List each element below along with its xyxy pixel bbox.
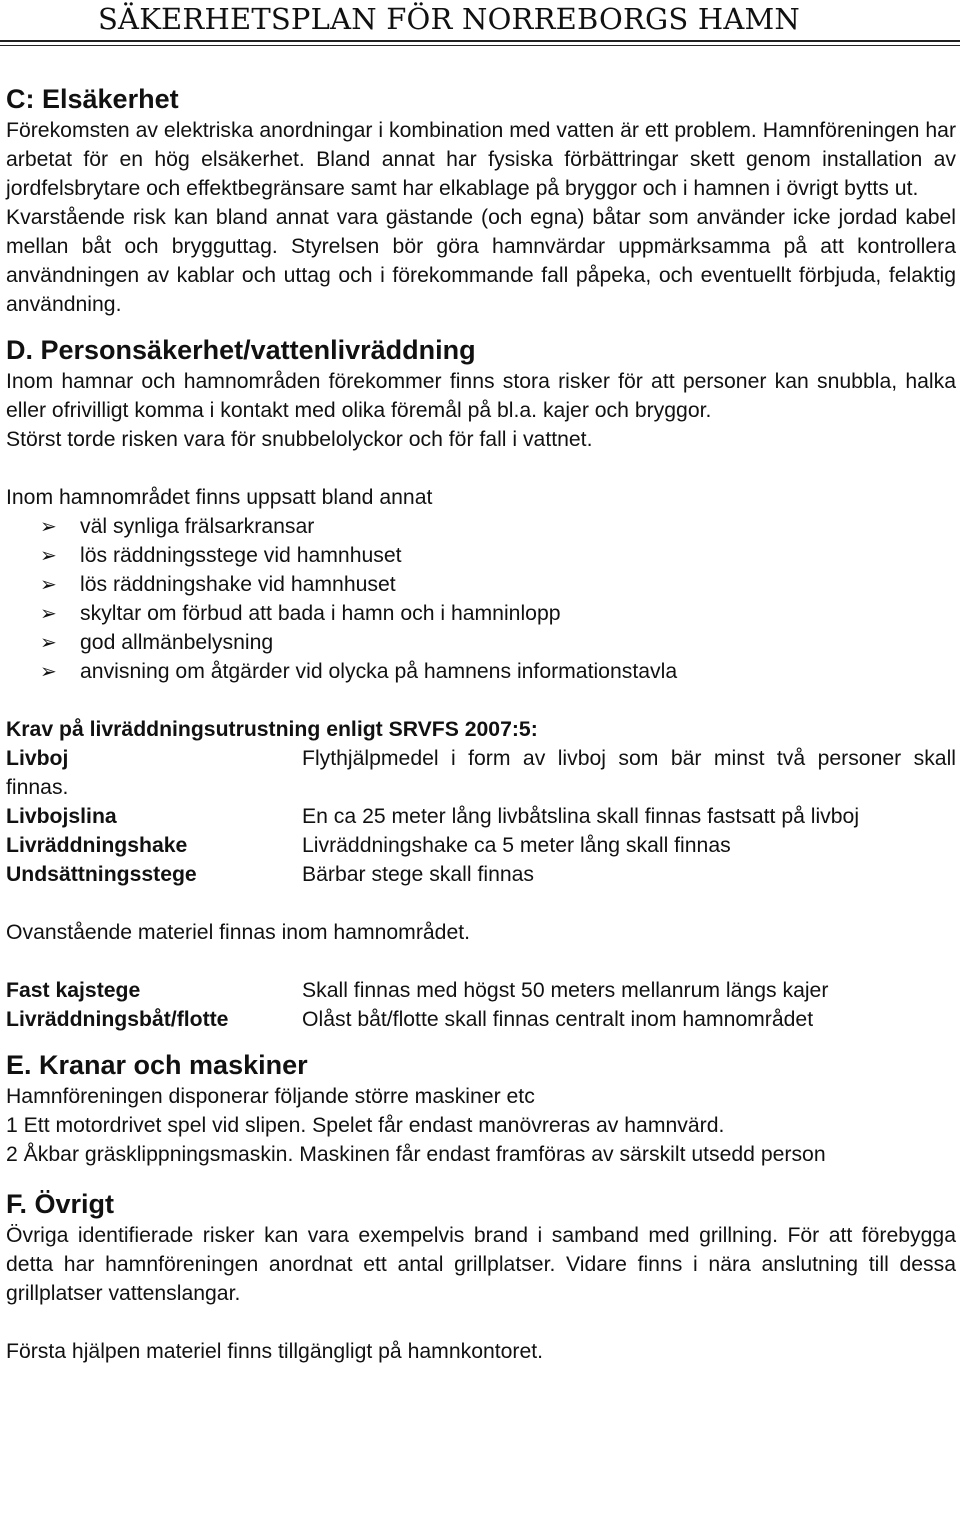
requirement-definition: Olåst båt/flotte skall finnas centralt inom hamnområdet bbox=[302, 1008, 814, 1031]
materiel-note: Ovanstående materiel finnas inom hamnområdet. bbox=[6, 921, 471, 944]
section-c-paragraph-2: Kvarstående risk kan bland annat vara gästande (och egna) båtar som använder icke jordad kabel mellan båt och brygguttag. Styrelsen bör göra hamnvärdar uppmärksamma på att kontrollera användningen av kablar och uttag och i förekommande fall påpeka, och eventuellt förbjuda, felaktig användning. bbox=[6, 206, 956, 316]
arrow-bullet-icon: ➢ bbox=[40, 659, 57, 683]
requirement-row bbox=[6, 744, 956, 802]
page-header bbox=[0, 0, 960, 38]
header-rule-thick bbox=[0, 40, 960, 42]
spacer bbox=[6, 889, 956, 918]
requirement-term: Livräddningsbåt/flotte bbox=[6, 1008, 229, 1031]
spacer bbox=[6, 1308, 956, 1337]
section-c-heading: C: Elsäkerhet bbox=[6, 84, 179, 114]
list-item: ➢ lös räddningshake vid hamnhuset bbox=[40, 570, 956, 599]
requirement-definition: Flythjälpmedel i form av livboj som bär minst två personer skall finnas. bbox=[6, 747, 956, 799]
spacer bbox=[6, 686, 956, 715]
list-item: ➢ anvisning om åtgärder vid olycka på hamnens informationstavla bbox=[40, 657, 956, 686]
requirement-row bbox=[6, 802, 956, 831]
arrow-bullet-icon: ➢ bbox=[40, 572, 57, 596]
section-f-heading: F. Övrigt bbox=[6, 1189, 115, 1219]
requirement-term: Undsättningsstege bbox=[6, 863, 197, 886]
requirement-definition: Livräddningshake ca 5 meter lång skall finnas bbox=[302, 834, 731, 857]
requirement-term: Livbojslina bbox=[6, 805, 117, 828]
section-f-paragraph-2: Första hjälpen materiel finns tillgängligt på hamnkontoret. bbox=[6, 1340, 544, 1363]
section-c-paragraph-1: Förekomsten av elektriska anordningar i kombination med vatten är ett problem. Hamnföreningen har arbetat för en hög elsäkerhet. Bland annat har fysiska förbättringar skett genom installation av jordfelsbrytare och effektbegränsare samt har elkablage på bryggor och i hamnen i övrigt bytts ut. bbox=[6, 119, 956, 200]
requirement-definition: Bärbar stege skall finnas bbox=[302, 863, 535, 886]
arrow-bullet-icon: ➢ bbox=[40, 543, 57, 567]
spacer bbox=[6, 319, 956, 333]
arrow-bullet-icon: ➢ bbox=[40, 514, 57, 538]
spacer bbox=[6, 454, 956, 483]
arrow-bullet-icon: ➢ bbox=[40, 630, 57, 654]
spacer bbox=[6, 947, 956, 976]
equipment-list bbox=[6, 512, 956, 686]
equipment-list-intro: Inom hamnområdet finns uppsatt bland annat bbox=[6, 486, 433, 509]
list-item: ➢ lös räddningsstege vid hamnhuset bbox=[40, 541, 956, 570]
machine-item: 2 Åkbar gräsklippningsmaskin. Maskinen får endast framföras av särskilt utsedd person bbox=[6, 1143, 826, 1166]
section-f-paragraph-1: Övriga identifierade risker kan vara exempelvis brand i samband med grillning. För att förebygga detta har hamnföreningen anordnat ett antal grillplatser. Vidare finns i nära anslutning till dessa grillplatser vattenslangar. bbox=[6, 1224, 956, 1305]
requirement-term: Livboj bbox=[6, 747, 69, 770]
list-item: ➢ god allmänbelysning bbox=[40, 628, 956, 657]
machine-item: 1 Ett motordrivet spel vid slipen. Spelet får endast manövreras av hamnvärd. bbox=[6, 1114, 725, 1137]
requirement-term: Fast kajstege bbox=[6, 979, 141, 1002]
spacer bbox=[6, 1034, 956, 1048]
requirement-definition: En ca 25 meter lång livbåtslina skall finnas fastsatt på livboj bbox=[302, 805, 860, 828]
header-rule-thin bbox=[0, 45, 960, 46]
requirement-term: Livräddningshake bbox=[6, 834, 188, 857]
list-item: ➢ skyltar om förbud att bada i hamn och i hamninlopp bbox=[40, 599, 956, 628]
requirement-row bbox=[6, 976, 956, 1005]
document-body bbox=[6, 82, 956, 1366]
requirement-row bbox=[6, 1005, 956, 1034]
requirement-row bbox=[6, 860, 956, 889]
requirement-row bbox=[6, 831, 956, 860]
list-item: ➢ väl synliga frälsarkransar bbox=[40, 512, 956, 541]
document-title: SÄKERHETSPLAN FÖR NORREBORGS HAMN bbox=[97, 2, 800, 36]
section-d-paragraph-2: Störst torde risken vara för snubbelolyckor och för fall i vattnet. bbox=[6, 428, 593, 451]
spacer bbox=[6, 1169, 956, 1187]
requirement-definition: Skall finnas med högst 50 meters mellanrum längs kajer bbox=[302, 979, 829, 1002]
section-d-paragraph-1: Inom hamnar och hamnområden förekommer finns stora risker för att personer kan snubbla, halka eller ofrivilligt komma i kontakt med olika föremål på bl.a. kajer och bryggor. bbox=[6, 370, 956, 422]
section-d-heading: D. Personsäkerhet/vattenlivräddning bbox=[6, 335, 476, 365]
requirements-heading: Krav på livräddningsutrustning enligt SRVFS 2007:5: bbox=[6, 718, 538, 741]
arrow-bullet-icon: ➢ bbox=[40, 601, 57, 625]
section-e-intro: Hamnföreningen disponerar följande större maskiner etc bbox=[6, 1085, 535, 1108]
section-e-heading: E. Kranar och maskiner bbox=[6, 1050, 308, 1080]
